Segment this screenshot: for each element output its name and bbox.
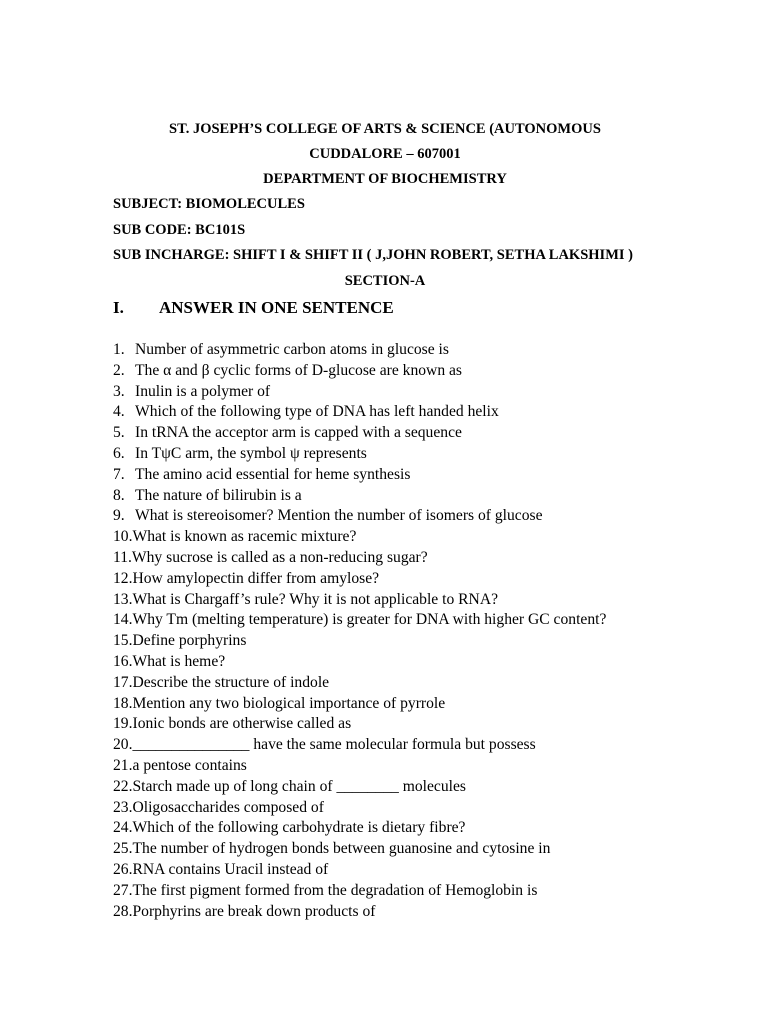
question-text: Mention any two biological importance of pyrrole (132, 694, 446, 712)
question-number: 22. (113, 777, 133, 795)
subject-line: SUBJECT: BIOMOLECULES (113, 196, 305, 212)
question-number: 24. (113, 819, 133, 837)
question-text: Starch made up of long chain of ________ molecules (132, 777, 466, 795)
question-item (113, 839, 606, 860)
question-text: Why Tm (melting temperature) is greater for DNA with higher GC content? (132, 611, 607, 629)
question-text: Oligosaccharides composed of (132, 798, 324, 816)
question-number: 7. (113, 465, 125, 483)
question-text: Describe the structure of indole (132, 673, 330, 691)
question-number: 18. (113, 694, 133, 712)
question-item (113, 465, 606, 486)
question-item (113, 548, 606, 569)
question-item (113, 673, 606, 694)
question-item (113, 902, 606, 923)
question-number: 28. (113, 902, 133, 920)
question-text: _______________ have the same molecular formula but possess (132, 736, 536, 754)
question-number: 3. (113, 382, 125, 400)
question-item (113, 382, 606, 403)
question-text: The nature of bilirubin is a (135, 486, 302, 504)
question-number: 21. (113, 756, 133, 774)
section-label: SECTION-A (344, 273, 426, 289)
question-number: 26. (113, 860, 133, 878)
question-number: 8. (113, 486, 125, 504)
question-text: What is heme? (132, 652, 226, 670)
sub-incharge-line: SUB INCHARGE: SHIFT I & SHIFT II ( J,JOHN ROBERT, SETHA LAKSHIMI ) (113, 247, 633, 263)
question-number: 20. (113, 736, 133, 754)
question-text: Porphyrins are break down products of (132, 902, 376, 920)
question-item (113, 610, 606, 631)
question-text: The number of hydrogen bonds between guanosine and cytosine in (132, 840, 551, 858)
question-item (113, 402, 606, 423)
question-number: 4. (113, 403, 125, 421)
question-item (113, 590, 606, 611)
question-number: 17. (113, 673, 133, 691)
question-item (113, 860, 606, 881)
question-text: Which of the following carbohydrate is dietary fibre? (132, 819, 466, 837)
question-number: 14. (113, 611, 133, 629)
question-text: a pentose contains (132, 756, 247, 774)
question-text: Why sucrose is called as a non-reducing sugar? (131, 548, 428, 566)
part-title: ANSWER IN ONE SENTENCE (159, 298, 394, 317)
question-text: What is stereoisomer? Mention the number of isomers of glucose (135, 507, 543, 525)
question-number: 25. (113, 840, 133, 858)
question-number: 15. (113, 632, 133, 650)
question-list (113, 340, 606, 922)
question-text: Number of asymmetric carbon atoms in glucose is (135, 341, 449, 358)
question-item (113, 506, 606, 527)
question-text: Which of the following type of DNA has left handed helix (135, 403, 499, 421)
part-heading (113, 298, 394, 318)
question-number: 12. (113, 569, 133, 587)
question-item (113, 818, 606, 839)
question-number: 27. (113, 881, 133, 899)
question-item (113, 361, 606, 382)
question-item (113, 777, 606, 798)
college-name: ST. JOSEPH’S COLLEGE OF ARTS & SCIENCE (AUTONOMOUS (169, 121, 601, 137)
question-item (113, 694, 606, 715)
question-item (113, 652, 606, 673)
question-item (113, 569, 606, 590)
question-item (113, 423, 606, 444)
question-text: The amino acid essential for heme synthesis (135, 465, 411, 483)
question-number: 11. (113, 548, 132, 566)
question-number: 23. (113, 798, 133, 816)
question-text: The α and β cyclic forms of D-glucose are known as (135, 361, 463, 379)
question-number: 9. (113, 507, 125, 525)
question-number: 1. (113, 341, 125, 358)
question-number: 5. (113, 424, 125, 442)
question-text: In tRNA the acceptor arm is capped with a sequence (135, 424, 462, 442)
question-number: 13. (113, 590, 133, 608)
question-item (113, 340, 606, 361)
sub-code-line: SUB CODE: BC101S (113, 222, 246, 238)
college-city: CUDDALORE – 607001 (309, 146, 461, 162)
question-item (113, 444, 606, 465)
question-item (113, 756, 606, 777)
question-text: Define porphyrins (132, 632, 247, 650)
question-text: Ionic bonds are otherwise called as (132, 715, 352, 733)
question-text: What is Chargaff’s rule? Why it is not applicable to RNA? (132, 590, 499, 608)
question-text: The first pigment formed from the degradation of Hemoglobin is (132, 881, 538, 899)
department-name: DEPARTMENT OF BIOCHEMISTRY (263, 171, 507, 187)
question-item (113, 527, 606, 548)
question-item (113, 631, 606, 652)
question-number: 10. (113, 528, 133, 546)
part-number: I. (113, 298, 124, 317)
question-text: What is known as racemic mixture? (132, 528, 357, 546)
question-text: In TψC arm, the symbol ψ represents (135, 444, 367, 462)
question-text: Inulin is a polymer of (135, 382, 271, 400)
question-number: 2. (113, 361, 125, 379)
question-item (113, 881, 606, 902)
question-number: 16. (113, 652, 133, 670)
question-text: How amylopectin differ from amylose? (132, 569, 380, 587)
question-item (113, 798, 606, 819)
question-item (113, 735, 606, 756)
question-item (113, 714, 606, 735)
question-number: 19. (113, 715, 133, 733)
question-text: RNA contains Uracil instead of (132, 860, 329, 878)
question-number: 6. (113, 444, 125, 462)
question-item (113, 486, 606, 507)
